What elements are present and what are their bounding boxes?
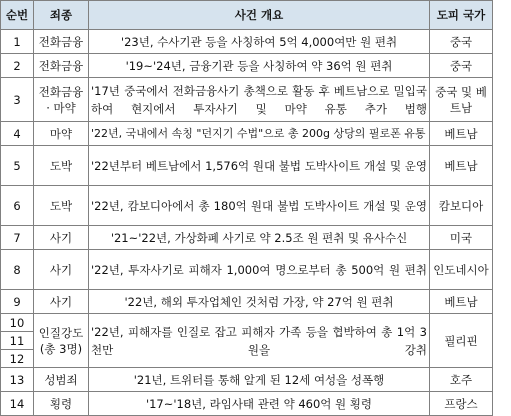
destination-country: 프랑스 (430, 392, 493, 416)
destination-country: 베트남 (430, 290, 493, 314)
destination-country: 중국 (430, 30, 493, 54)
case-summary: '22년, 피해자를 인질로 잡고 피해자 가족 등을 협박하여 총 1억 3천만 원을 강취 (89, 314, 430, 368)
case-summary: '22년부터 베트남에서 1,576억 원대 불법 도박사이트 개설 및 운영 (89, 146, 430, 186)
table-row (1, 392, 493, 416)
table-row (1, 146, 493, 186)
destination-country: 미국 (430, 226, 493, 250)
table-row (1, 122, 493, 146)
table-row (1, 54, 493, 78)
case-summary: '19~'24년, 금융기관 등을 사칭하여 약 36억 원 편취 (89, 54, 430, 78)
crime-type: 사기 (34, 250, 89, 290)
crime-type: 마약 (34, 122, 89, 146)
crime-type: 도박 (34, 146, 89, 186)
destination-country: 중국 및 베트남 (430, 78, 493, 122)
case-summary: '17~'18년, 라임사태 관련 약 460억 원 횡령 (89, 392, 430, 416)
crime-type: 전화금융 · 마약 (34, 78, 89, 122)
destination-country: 베트남 (430, 146, 493, 186)
row-number: 14 (1, 392, 34, 416)
case-summary: '21년, 트위터를 통해 알게 된 12세 여성을 성폭행 (89, 368, 430, 392)
case-summary: '22년, 국내에서 속칭 "던지기 수법"으로 총 200g 상당의 필로폰 유통 (89, 122, 430, 146)
row-number: 13 (1, 368, 34, 392)
row-number: 12 (1, 350, 34, 368)
header-crime: 죄종 (34, 1, 89, 30)
header-row (1, 1, 493, 30)
crime-type: 인질강도 (총 3명) (34, 314, 89, 368)
row-number: 2 (1, 54, 34, 78)
crime-type: 전화금융 (34, 54, 89, 78)
row-number: 3 (1, 78, 34, 122)
case-summary: '21~'22년, 가상화폐 사기로 약 2.5조 원 편취 및 유사수신 (89, 226, 430, 250)
case-summary: '22년, 투자사기로 피해자 1,000여 명으로부터 총 500억 원 편취 (89, 250, 430, 290)
crime-type: 전화금융 (34, 30, 89, 54)
destination-country: 베트남 (430, 122, 493, 146)
case-summary: '17년 중국에서 전화금융사기 총책으로 활동 후 베트남으로 밀입국하여 현지에서 투자사기 및 마약 유통 추가 범행 (89, 78, 430, 122)
row-number: 4 (1, 122, 34, 146)
destination-country: 호주 (430, 368, 493, 392)
case-summary: '23년, 수사기관 등을 사칭하여 5억 4,000여만 원 편취 (89, 30, 430, 54)
row-number: 11 (1, 332, 34, 350)
destination-country: 중국 (430, 54, 493, 78)
case-summary: '22년, 해외 투자업체인 것처럼 가장, 약 27억 원 편취 (89, 290, 430, 314)
row-number: 9 (1, 290, 34, 314)
destination-country: 인도네시아 (430, 250, 493, 290)
header-summary: 사건 개요 (89, 1, 430, 30)
crime-type: 사기 (34, 226, 89, 250)
table-row (1, 368, 493, 392)
table-row (1, 226, 493, 250)
row-number: 6 (1, 186, 34, 226)
case-summary: '22년, 캄보디아에서 총 180억 원대 불법 도박사이트 개설 및 운영 (89, 186, 430, 226)
destination-country: 필리핀 (430, 314, 493, 368)
header-no: 순번 (1, 1, 34, 30)
table-row (1, 30, 493, 54)
row-number: 7 (1, 226, 34, 250)
table-row (1, 290, 493, 314)
header-country: 도피 국가 (430, 1, 493, 30)
table-row (1, 314, 493, 332)
crime-type: 성범죄 (34, 368, 89, 392)
row-number: 10 (1, 314, 34, 332)
crime-type: 도박 (34, 186, 89, 226)
table-row (1, 250, 493, 290)
row-number: 8 (1, 250, 34, 290)
table-row (1, 78, 493, 122)
row-number: 1 (1, 30, 34, 54)
crime-type: 횡령 (34, 392, 89, 416)
crime-type: 사기 (34, 290, 89, 314)
row-number: 5 (1, 146, 34, 186)
table-row (1, 186, 493, 226)
destination-country: 캄보디아 (430, 186, 493, 226)
